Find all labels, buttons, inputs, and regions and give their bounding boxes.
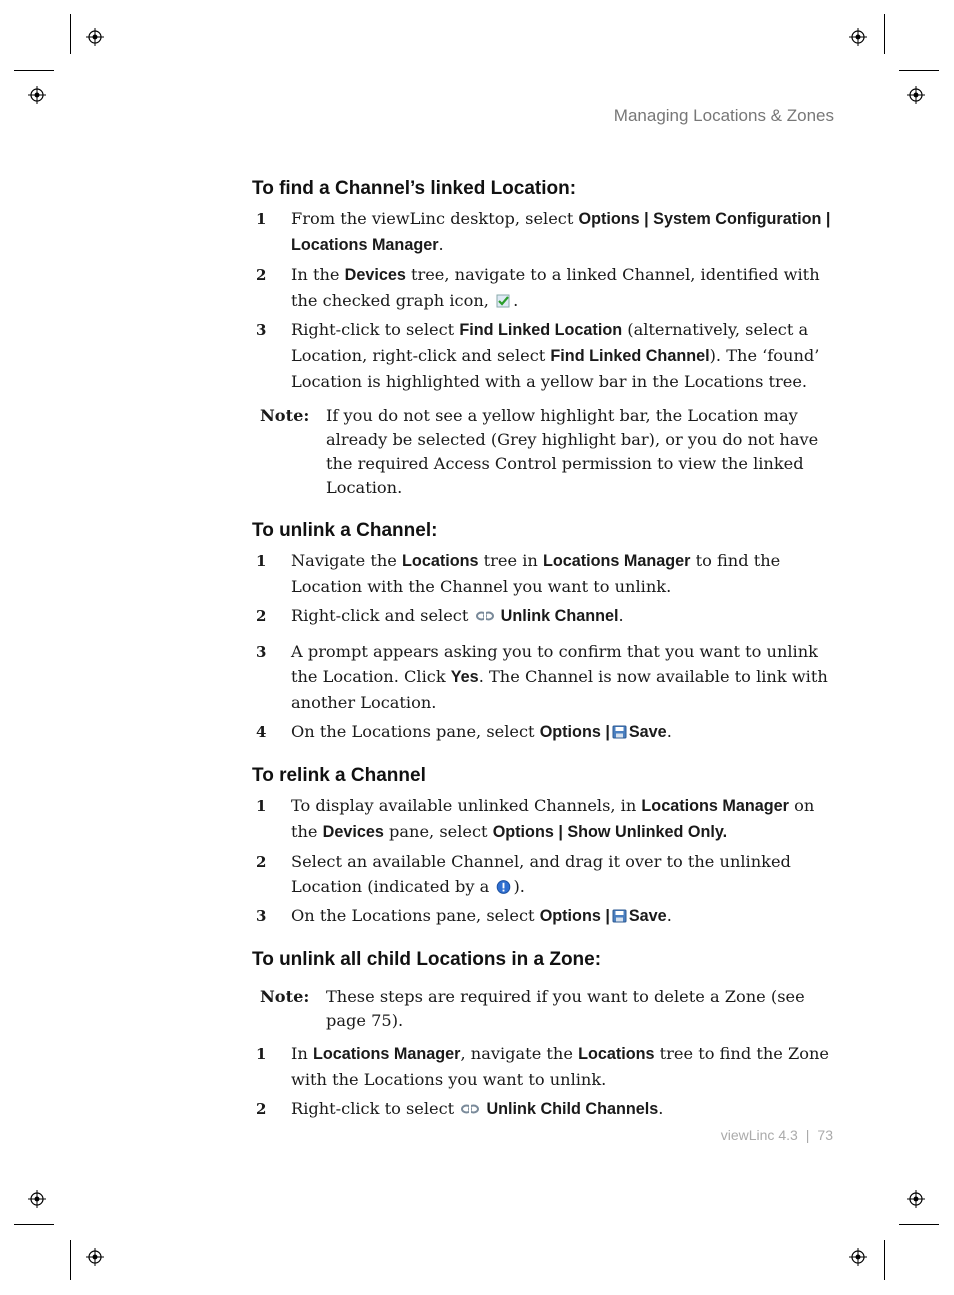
ui-label: Find Linked Channel — [550, 347, 710, 365]
note — [260, 985, 842, 1033]
step-text: . — [438, 235, 444, 254]
registration-mark — [907, 86, 925, 104]
step-text: ). The ‘found’ Location is highlighted with a yellow bar in the Locations tree. — [291, 346, 820, 391]
crop-mark — [70, 14, 71, 54]
registration-mark — [86, 1248, 104, 1266]
step-number: 2 — [256, 607, 267, 625]
step-number: 1 — [256, 1045, 267, 1063]
page-number: 73 — [817, 1127, 833, 1143]
step-text: Right-click to select — [291, 320, 460, 339]
list-item — [252, 603, 842, 629]
ui-label: Locations Manager — [542, 552, 691, 570]
section-title: To unlink all child Locations in a Zone: — [252, 949, 602, 970]
step-text: ). — [513, 877, 525, 896]
step-text: . — [618, 606, 624, 625]
step-text: , navigate the — [460, 1044, 579, 1063]
list-item — [252, 793, 842, 845]
note-text: If you do not see a yellow highlight bar, the Location may already be selected (Grey highlight bar), or you do not have the required Access Control permission to view the linked Location. — [326, 406, 819, 497]
crop-mark — [14, 70, 54, 71]
list-item — [252, 317, 842, 394]
ui-label: Unlink Channel — [500, 607, 619, 625]
crop-mark — [14, 1224, 54, 1225]
footer-product: viewLinc 4.3 — [720, 1127, 798, 1143]
ui-label: Locations — [402, 552, 479, 570]
step-text: On the Locations pane, select — [291, 906, 540, 925]
running-header: Managing Locations & Zones — [613, 106, 834, 125]
note-text: These steps are required if you want to delete a Zone (see page 75). — [326, 987, 805, 1030]
list-item — [252, 206, 842, 258]
ui-label: Save — [628, 723, 667, 741]
section-unlink-channel — [252, 520, 842, 745]
ui-label: Find Linked Location — [459, 321, 623, 339]
registration-mark — [849, 1248, 867, 1266]
step-list — [252, 1041, 842, 1122]
ui-label: Yes — [450, 668, 479, 686]
ui-label: Options | — [539, 907, 610, 925]
step-number: 1 — [256, 552, 267, 570]
page-footer — [721, 1127, 833, 1143]
unlink-icon — [461, 1102, 479, 1116]
step-list — [252, 793, 842, 929]
step-text: . — [666, 906, 672, 925]
step-number: 2 — [256, 1100, 267, 1118]
ui-label: Devices — [344, 266, 406, 284]
section-title: To unlink a Channel: — [252, 520, 438, 541]
list-item — [252, 639, 842, 715]
step-text: On the Locations pane, select — [291, 722, 540, 741]
step-text: on the — [291, 796, 815, 841]
step-text: From the viewLinc desktop, select — [291, 209, 579, 228]
section-title: To relink a Channel — [252, 765, 426, 786]
ui-label: Save — [628, 907, 667, 925]
list-item — [252, 849, 842, 899]
registration-mark — [86, 28, 104, 46]
ui-label: Options | System Configuration | Locations Manager — [291, 210, 831, 254]
crop-mark — [899, 70, 939, 71]
ui-label: Locations — [578, 1045, 655, 1063]
note-label: Note: — [260, 987, 310, 1006]
list-item — [252, 262, 842, 313]
step-text: (alternatively, select a Location, right-click and select — [291, 320, 809, 365]
step-number: 3 — [256, 907, 267, 925]
page-content — [252, 178, 842, 1142]
registration-mark — [28, 1190, 46, 1208]
crop-mark — [884, 1240, 885, 1280]
footer-separator: | — [805, 1127, 810, 1143]
list-item — [252, 903, 842, 929]
ui-label: Unlink Child Channels — [486, 1100, 659, 1118]
step-text: to find the Location with the Channel you want to unlink. — [291, 551, 781, 596]
step-text: . — [658, 1099, 664, 1118]
step-text: . The Channel is now available to link with another Location. — [291, 667, 828, 712]
step-list — [252, 206, 842, 394]
step-number: 2 — [256, 853, 267, 871]
step-number: 1 — [256, 797, 267, 815]
step-text: To display available unlinked Channels, in — [291, 796, 642, 815]
step-number: 1 — [256, 210, 267, 228]
registration-mark — [907, 1190, 925, 1208]
step-text: . — [666, 722, 672, 741]
unlink-icon — [476, 609, 494, 623]
list-item — [252, 1041, 842, 1092]
registration-mark — [28, 86, 46, 104]
note-label: Note: — [260, 406, 310, 425]
checked-graph-icon — [496, 294, 511, 308]
list-item — [252, 548, 842, 599]
step-number: 2 — [256, 266, 267, 284]
section-find-linked-location — [252, 178, 842, 500]
step-text: tree to find the Zone with the Locations you want to unlink. — [291, 1044, 830, 1089]
step-list — [252, 548, 842, 745]
step-text: Navigate the — [291, 551, 403, 570]
ui-label: Locations Manager — [312, 1045, 461, 1063]
step-text: Right-click and select — [291, 606, 474, 625]
step-text: tree in — [478, 551, 543, 570]
step-number: 3 — [256, 643, 267, 661]
crop-mark — [70, 1240, 71, 1280]
ui-label: Options | Show Unlinked Only. — [492, 823, 728, 841]
section-title: To find a Channel’s linked Location: — [252, 178, 577, 199]
save-icon — [612, 725, 627, 739]
step-number: 3 — [256, 321, 267, 339]
note — [260, 404, 842, 500]
step-number: 4 — [256, 723, 267, 741]
crop-mark — [884, 14, 885, 54]
crop-mark — [899, 1224, 939, 1225]
list-item — [252, 719, 842, 745]
ui-label: Locations Manager — [641, 797, 789, 815]
step-text: Right-click to select — [291, 1099, 460, 1118]
save-icon — [612, 909, 627, 923]
step-text: In — [291, 1044, 313, 1063]
ui-label: Devices — [322, 823, 384, 841]
list-item — [252, 1096, 842, 1122]
step-text: Select an available Channel, and drag it over to the unlinked Location (indicated by a — [291, 852, 791, 896]
section-unlink-child-locations — [252, 949, 842, 1122]
unlinked-location-icon — [496, 880, 511, 894]
step-text: In the — [291, 265, 345, 284]
registration-mark — [849, 28, 867, 46]
ui-label: Options | — [539, 723, 610, 741]
step-text: A prompt appears asking you to confirm that you want to unlink the Location. Click — [291, 642, 818, 686]
section-relink-channel — [252, 765, 842, 929]
step-text: pane, select — [383, 822, 493, 841]
step-text: . — [513, 291, 519, 310]
step-text: tree, navigate to a linked Channel, identified with the checked graph icon, — [291, 265, 820, 310]
